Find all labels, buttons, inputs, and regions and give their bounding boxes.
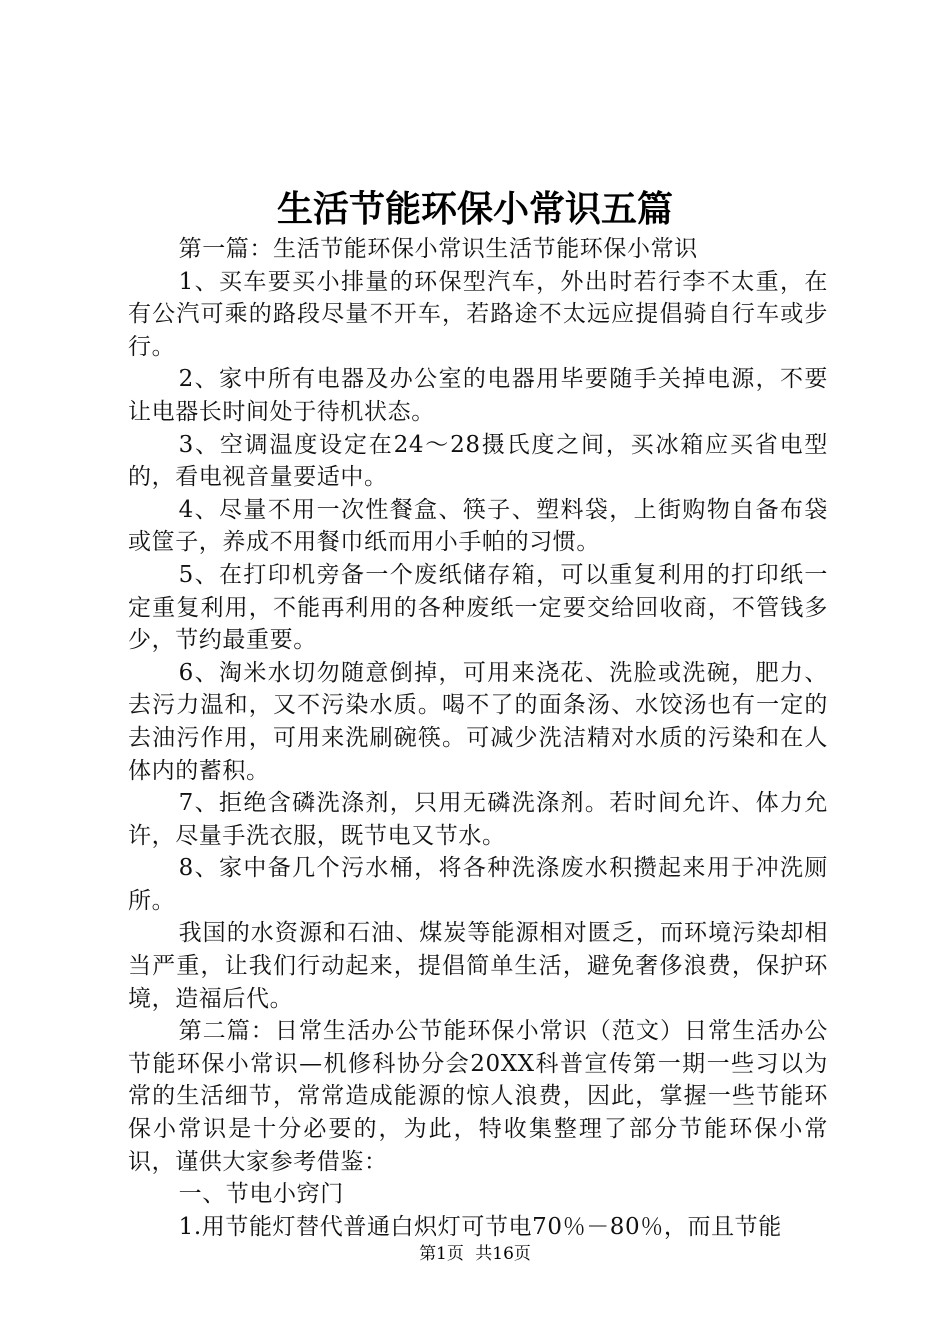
paragraph-section-1-heading: 第一篇：生活节能环保小常识生活节能环保小常识 (178, 236, 698, 262)
paragraph-item-2: 2、家中所有电器及办公室的电器用毕要随手关掉电源，不要让电器长时间处于待机状态。 (128, 366, 828, 425)
paragraph-item-7: 7、拒绝含磷洗涤剂，只用无磷洗涤剂。若时间允许、体力允许，尽量手洗衣服，既节电又节水。 (128, 790, 828, 849)
page-footer (0, 1243, 950, 1265)
paragraph-item-8: 8、家中备几个污水桶，将各种洗涤废水积攒起来用于冲洗厕所。 (128, 855, 828, 914)
document-title: 生活节能环保小常识五篇 (276, 188, 673, 230)
paragraph-tip-1: 1.用节能灯替代普通白炽灯可节电70％－80％，而且节能 (178, 1213, 782, 1240)
paragraph-subheading-electricity: 一、节电小窍门 (178, 1181, 344, 1208)
paragraph-section-2-intro: 第二篇：日常生活办公节能环保小常识（范文）日常生活办公节能环保小常识—机修科协分会20XX科普宣传第一期一些习以为常的生活细节，常常造成能源的惊人浪费，因此，掌握一些节能环保小常识是十分必要的，为此，特收集整理了部分节能环保小常识，谨供大家参考借鉴： (128, 1018, 828, 1175)
page-number: 第1页 (419, 1244, 464, 1264)
paragraph-item-5: 5、在打印机旁备一个废纸储存箱，可以重复利用的打印纸一定重复利用，不能再利用的各种废纸一定要交给回收商，不管钱多少，节约最重要。 (128, 561, 828, 654)
paragraph-item-4: 4、尽量不用一次性餐盒、筷子、塑料袋，上街购物自备布袋或筐子，养成不用餐巾纸而用小手帕的习惯。 (128, 496, 828, 556)
paragraph-item-3: 3、空调温度设定在24～28摄氏度之间，买冰箱应买省电型的，看电视音量要适中。 (128, 431, 828, 491)
paragraph-item-6: 6、淘米水切勿随意倒掉，可用来浇花、洗脸或洗碗，肥力、去污力温和，又不污染水质。喝不了的面条汤、水饺汤也有一定的去油污作用，可用来洗刷碗筷。可减少洗洁精对水质的污染和在人体内的蓄积。 (128, 659, 828, 784)
paragraph-item-1: 1、买车要买小排量的环保型汽车，外出时若行李不太重，在有公汽可乘的路段尽量不开车，若路途不太远应提倡骑自行车或步行。 (128, 268, 828, 360)
page-total: 共16页 (475, 1244, 531, 1264)
paragraph-conclusion: 我国的水资源和石油、煤炭等能源相对匮乏，而环境污染却相当严重，让我们行动起来，提倡简单生活，避免奢侈浪费，保护环境，造福后代。 (128, 920, 828, 1012)
document-body (128, 233, 828, 1243)
